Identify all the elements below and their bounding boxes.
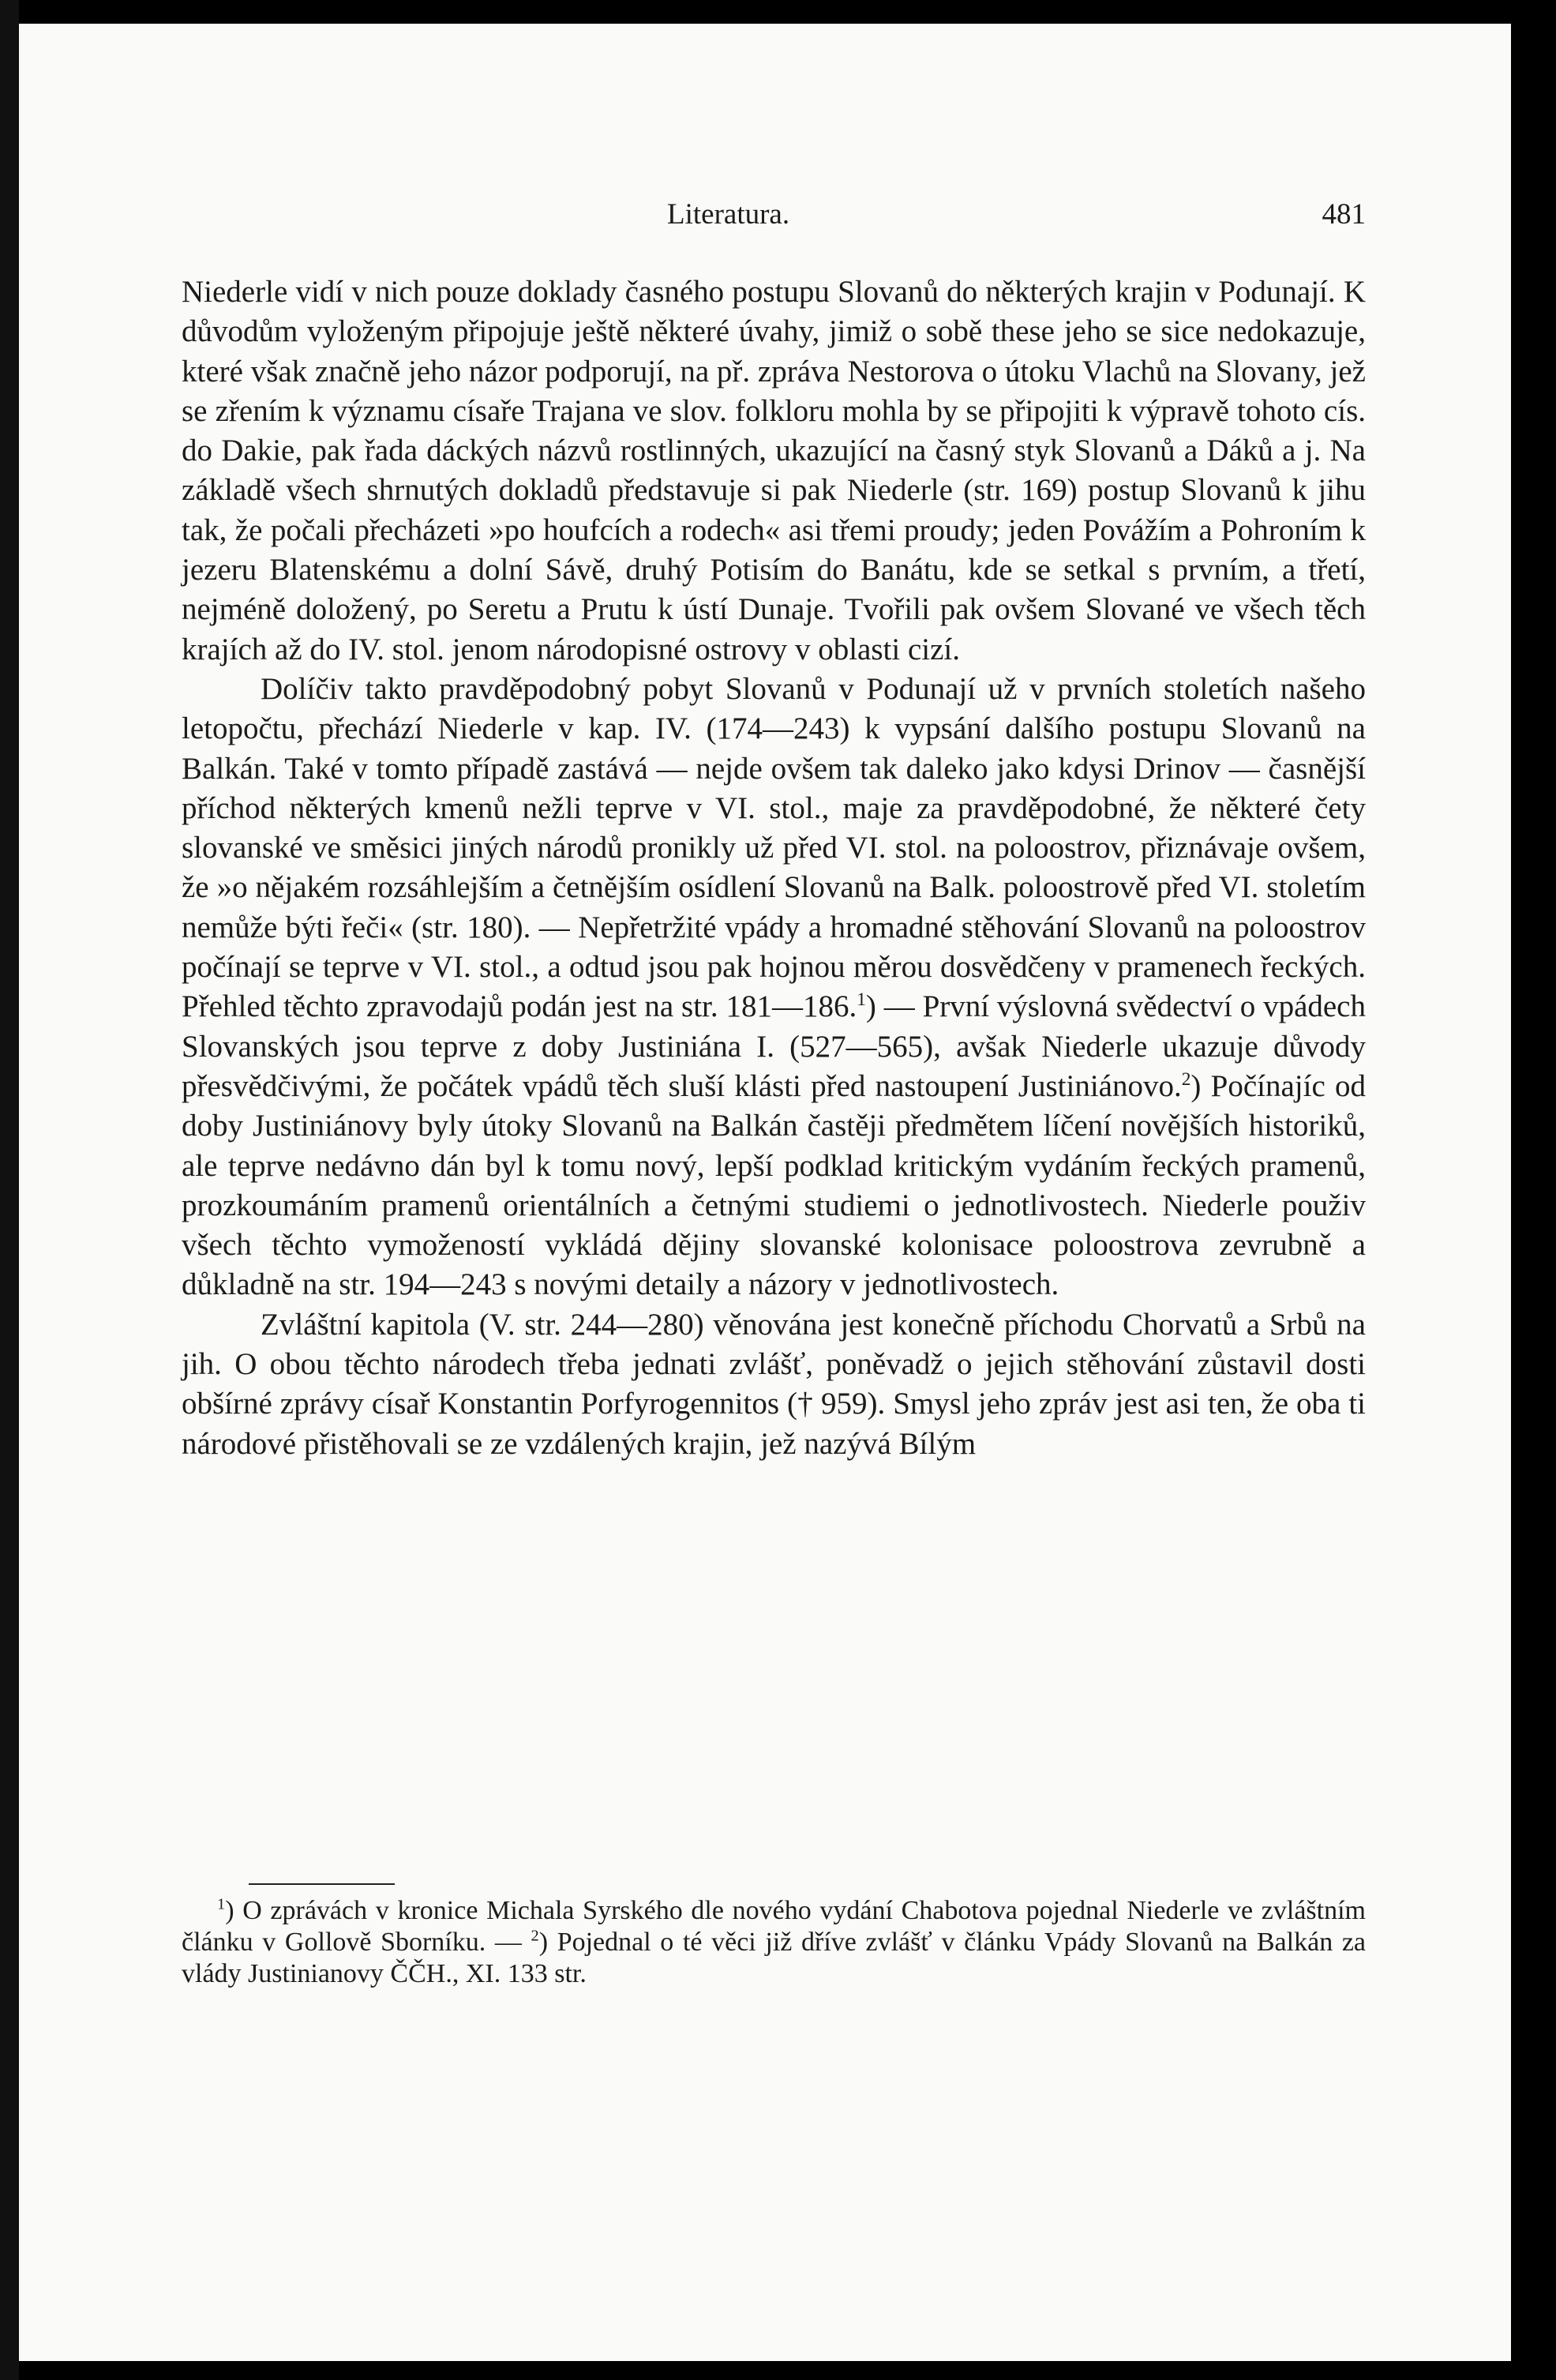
main-text bbox=[182, 272, 1366, 1464]
paragraph-1: Niederle vidí v nich pouze doklady časného postupu Slovanů do některých krajin v Podunají. K důvodům vyloženým připojuje ještě některé úvahy, jimiž o sobě these jeho se sice nedokazuje, které však značně jeho názor podporují, na př. zpráva Nestorova o útoku Vlachů na Slovany, jež se zřením k významu císaře Trajana ve slov. folkloru mohla by se připojiti k výpravě tohoto cís. do Dakie, pak řada dáckých názvů rostlinných, ukazující na časný styk Slovanů a Dáků a j. Na základě všech shrnutých dokladů představuje si pak Niederle (str. 169) postup Slovanů k jihu tak, že počali přecházeti »po houfcích a rodech« asi třemi proudy; jeden Povážím a Pohroním k jezeru Blatenskému a dolní Sávě, druhý Potisím do Banátu, kde se setkal s prvním, a třetí, nejméně doložený, po Seretu a Prutu k ústí Dunaje. Tvořili pak ovšem Slované ve všech těch krajích až do IV. stol. jenom národopisné ostrovy v oblasti cizí. bbox=[182, 275, 1366, 666]
footnote-mark-1: 1 bbox=[217, 1895, 226, 1913]
paragraph-2-part-1: Dolíčiv takto pravděpodobný pobyt Slovanů v Podunají už v prvních stoletích našeho letopočtu, přechází Niederle v kap. IV. (174—243) k vypsání dalšího postupu Slovanů na Balkán. Také v tomto případě zastává — nejde ovšem tak daleko jako kdysi Drinov — časnější příchod některých kmenů nežli teprve v VI. stol., maje za pravděpodobné, že některé čety slovanské ve směsici jiných národů pronikly už před VI. stol. na poloostrov, přiznávaje ovšem, že »o nějakém rozsáhlejším a četnějším osídlení Slovanů na Balk. poloostrově před VI. stoletím nemůže býti řeči« (str. 180). — Nepřetržité vpády a hromadné stěhování Slovanů na poloostrov počínají se teprve v VI. stol., a odtud jsou pak hojnou měrou dosvědčeny v pramenech řeckých. Přehled těchto zpravodajů podán jest na str. 181—186. bbox=[182, 671, 1366, 1024]
running-title: Literatura. bbox=[667, 198, 790, 231]
footnote-block bbox=[182, 1895, 1366, 1990]
page-number: 481 bbox=[1322, 198, 1366, 231]
paragraph-2-part-3: ) Počínajíc od doby Justiniánovy byly útoky Slovanů na Balkán častěji předmětem líčení novějších historiků, ale teprve nedávno dán byl k tomu nový, lepší podklad kritickým vydáním řeckých pramenů, prozkoumáním pramenů orientálních a četnými studiemi o jednotlivostech. Niederle použiv všech těchto vymožeností vykládá dějiny slovanské kolonisace poloostrova zevrubně a důkladně na str. 194—243 s novými detaily a názory v jednotlivostech. bbox=[182, 1068, 1366, 1302]
paragraph-2 bbox=[182, 670, 1366, 1305]
scan-edge bbox=[0, 0, 19, 2380]
page-header bbox=[182, 197, 1366, 237]
footnote-1-text: ) O zprávách v kronice Michala Syrského dle nového vydání Chabotova pojednal Niederle ve zvláštním článku v Gollově Sborníku. — bbox=[182, 1896, 1366, 1957]
footnote-ref-1: 1 bbox=[857, 989, 866, 1011]
footnote-ref-2: 2 bbox=[1181, 1068, 1191, 1090]
footnotes bbox=[182, 1895, 1366, 1990]
paragraph-3: Zvláštní kapitola (V. str. 244—280) věnována jest konečně příchodu Chorvatů a Srbů na jih. O obou těchto národech třeba jednati zvlášť, poněvadž o jejich stěhování zůstavil dosti obšírné zprávy císař Konstantin Porfyrogennitos († 959). Smysl jeho zpráv jest asi ten, že oba ti národové přistěhovali se ze vzdálených krajin, jež nazývá Bílým bbox=[182, 1307, 1366, 1461]
footnote-2-text: ) Pojednal o té věci již dříve zvlášť v článku Vpády Slovanů na Balkán za vlády Justinianovy ČČH., XI. 133 str. bbox=[182, 1928, 1367, 1988]
paragraph-2-part-2: ) — První výslovná svědectví o vpádech Slovanských jsou teprve z doby Justiniána I. (527—565), avšak Niederle ukazuje důvody přesvědčivými, že počátek vpádů těch sluší klásti před nastoupení Justiniánovo. bbox=[182, 989, 1366, 1103]
footnote-mark-2: 2 bbox=[531, 1927, 539, 1945]
footnote-divider bbox=[249, 1883, 395, 1885]
